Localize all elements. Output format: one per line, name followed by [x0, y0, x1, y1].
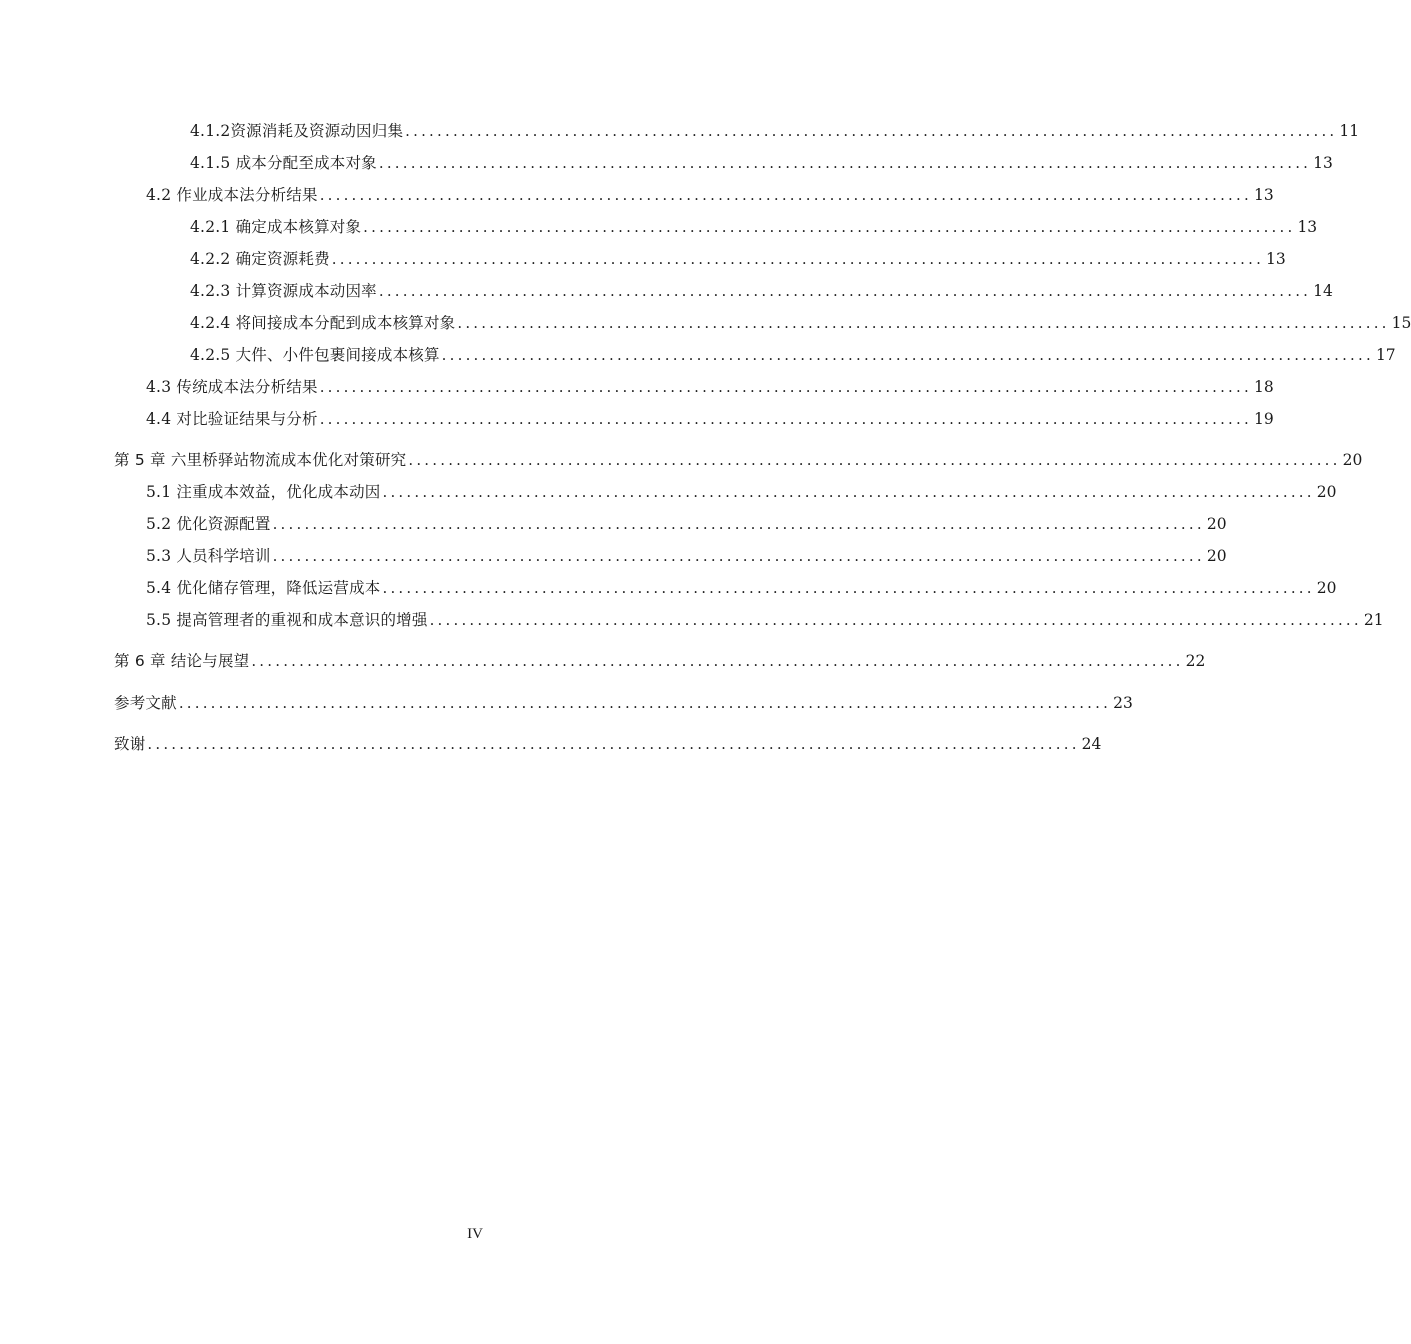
- toc-entry-page: 20: [1206, 515, 1227, 533]
- toc-dot-leader: .....................................................................................................................: [319, 378, 1252, 396]
- toc-dot-leader: .....................................................................................................................: [331, 250, 1265, 268]
- toc-entry-page: 24: [1081, 735, 1102, 753]
- toc-dot-leader: .....................................................................................................................: [147, 735, 1080, 753]
- toc-entry-label: 4.3 传统成本法分析结果: [146, 378, 318, 396]
- toc-entry-page: 13: [1253, 186, 1274, 204]
- toc-entry-acknowledgements[interactable]: [114, 733, 1102, 755]
- toc-dot-leader: .....................................................................................................................: [319, 410, 1252, 428]
- toc-entry-page: 18: [1253, 378, 1274, 396]
- toc-entry-4-2-4[interactable]: [190, 312, 1411, 334]
- toc-entry-4-4[interactable]: [146, 408, 1274, 430]
- toc-entry-4-2[interactable]: [146, 184, 1274, 206]
- toc-entry-page: 20: [1316, 483, 1337, 501]
- toc-entry-label: 参考文献: [114, 694, 177, 712]
- toc-dot-leader: .....................................................................................................................: [405, 122, 1338, 140]
- toc-dot-leader: .....................................................................................................................: [272, 547, 1205, 565]
- toc-dot-leader: .....................................................................................................................: [382, 579, 1315, 597]
- toc-dot-leader: .....................................................................................................................: [457, 314, 1390, 332]
- page-number: IV: [467, 1226, 483, 1242]
- toc-entry-page: 14: [1313, 282, 1333, 300]
- toc-entry-chapter-5[interactable]: [114, 449, 1363, 471]
- toc-dot-leader: .....................................................................................................................: [251, 652, 1184, 670]
- toc-entry-5-4[interactable]: [146, 577, 1337, 599]
- toc-entry-page: 20: [1316, 579, 1337, 597]
- toc-entry-page: 21: [1363, 611, 1384, 629]
- toc-entry-label: 4.2.4 将间接成本分配到成本核算对象: [190, 314, 456, 332]
- toc-entry-references[interactable]: [114, 692, 1133, 714]
- toc-entry-label: 4.4 对比验证结果与分析: [146, 410, 318, 428]
- toc-entry-label: 5.2 优化资源配置: [146, 515, 271, 533]
- toc-entry-4-2-5[interactable]: [190, 344, 1396, 366]
- toc-entry-page: 23: [1113, 694, 1133, 712]
- toc-dot-leader: .....................................................................................................................: [363, 218, 1296, 236]
- toc-entry-label: 4.2.2 确定资源耗费: [190, 250, 330, 268]
- toc-entry-5-2[interactable]: [146, 513, 1227, 535]
- toc-entry-5-5[interactable]: [146, 609, 1384, 631]
- toc-entry-page: 22: [1185, 652, 1206, 670]
- toc-entry-label: 5.1 注重成本效益，优化成本动因: [146, 483, 381, 501]
- toc-dot-leader: .....................................................................................................................: [441, 346, 1374, 364]
- toc-entry-label: 4.2 作业成本法分析结果: [146, 186, 318, 204]
- toc-entry-page: 20: [1342, 451, 1363, 469]
- toc-entry-page: 20: [1206, 547, 1227, 565]
- toc-entry-page: 19: [1253, 410, 1274, 428]
- toc-entry-label: 5.4 优化储存管理，降低运营成本: [146, 579, 381, 597]
- toc-dot-leader: .....................................................................................................................: [429, 611, 1362, 629]
- toc-dot-leader: .....................................................................................................................: [178, 694, 1112, 712]
- toc-entry-page: 17: [1375, 346, 1396, 364]
- toc-entry-page: 15: [1391, 314, 1411, 332]
- toc-entry-4-1-2[interactable]: [190, 120, 1360, 142]
- toc-dot-leader: .....................................................................................................................: [378, 282, 1312, 300]
- toc-entry-label: 5.5 提高管理者的重视和成本意识的增强: [146, 611, 428, 629]
- toc-entry-4-1-5[interactable]: [190, 152, 1333, 174]
- toc-entry-4-2-2[interactable]: [190, 248, 1286, 270]
- toc-dot-leader: .....................................................................................................................: [382, 483, 1315, 501]
- toc-entry-label: 4.2.3 计算资源成本动因率: [190, 282, 377, 300]
- toc-entry-label: 4.1.2资源消耗及资源动因归集: [190, 122, 404, 140]
- toc-entry-label: 第 5 章 六里桥驿站物流成本优化对策研究: [114, 451, 407, 469]
- toc-dot-leader: .....................................................................................................................: [408, 451, 1341, 469]
- toc-entry-label: 4.1.5 成本分配至成本对象: [190, 154, 377, 172]
- toc-entry-label: 4.2.5 大件、小件包裹间接成本核算: [190, 346, 440, 364]
- toc-entry-5-1[interactable]: [146, 481, 1337, 503]
- toc-dot-leader: .....................................................................................................................: [378, 154, 1312, 172]
- toc-entry-label: 5.3 人员科学培训: [146, 547, 271, 565]
- toc-entry-4-3[interactable]: [146, 376, 1274, 398]
- toc-entry-label: 4.2.1 确定成本核算对象: [190, 218, 362, 236]
- toc-entry-page: 13: [1297, 218, 1318, 236]
- toc-entry-chapter-6[interactable]: [114, 650, 1206, 672]
- toc-dot-leader: .....................................................................................................................: [272, 515, 1205, 533]
- toc-entry-label: 第 6 章 结论与展望: [114, 652, 250, 670]
- toc-entry-4-2-3[interactable]: [190, 280, 1333, 302]
- toc-entry-page: 11: [1339, 122, 1360, 140]
- toc-entry-4-2-1[interactable]: [190, 216, 1318, 238]
- toc-entry-page: 13: [1313, 154, 1333, 172]
- toc-dot-leader: .....................................................................................................................: [319, 186, 1252, 204]
- toc-entry-label: 致谢: [114, 735, 146, 753]
- toc-entry-page: 13: [1266, 250, 1286, 268]
- toc-entry-5-3[interactable]: [146, 545, 1227, 567]
